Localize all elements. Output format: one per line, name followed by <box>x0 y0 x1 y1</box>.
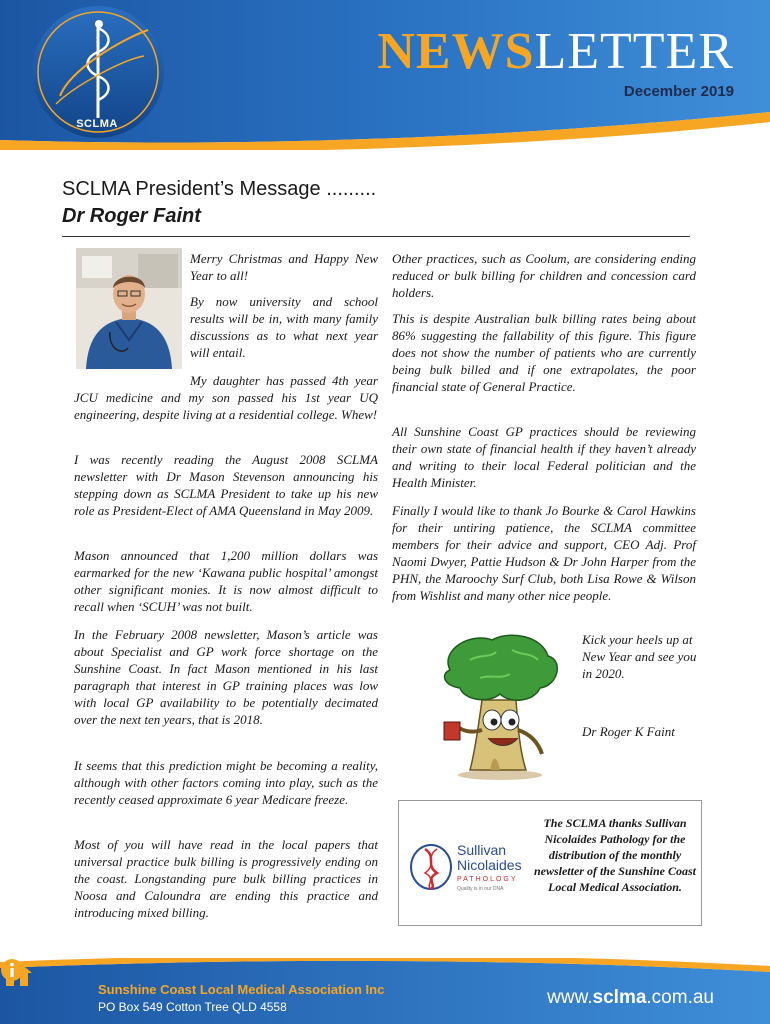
tree-cartoon-illustration <box>430 630 570 780</box>
sponsor-logo-tagline: Quality is in our DNA <box>457 886 504 892</box>
paragraph-greeting: Merry Christmas and Happy New Year to all! <box>190 251 378 283</box>
sponsor-thanks-text: The SCLMA thanks Sullivan Nicolaides Pathology for the distribution of the monthly newsletter of the Sunshine Coast Local Medical Association. <box>533 816 697 894</box>
paragraph-financial-health: All Sunshine Coast GP practices should be reviewing their own state of financial health if they haven’t already and writing to their local Federal politician and the Health Minister. <box>392 424 696 490</box>
newsletter-title <box>377 22 734 82</box>
sponsor-box <box>398 800 702 926</box>
sponsor-logo-name <box>457 843 522 873</box>
title-news: NEWS <box>377 23 535 80</box>
website-prefix: www. <box>547 987 593 1008</box>
footer-organization: Sunshine Coast Local Medical Association Inc <box>98 982 385 997</box>
paragraph-results: By now university and school results will be in, with many family discussions as to what next year will entail. <box>190 294 378 360</box>
sponsor-logo-line1: Sullivan <box>457 842 507 858</box>
title-letter: LETTER <box>534 23 734 80</box>
sponsor-logo-line2: Nicolaides <box>457 857 522 873</box>
paragraph-statistics: This is despite Australian bulk billing rates being about 86% suggesting the fallability of this figure. This figure does not show the number of patients who are currently being bulk billed and if one extrapolates, the poor financial state of General Practice. <box>392 311 696 394</box>
website-domain: sclma <box>592 987 647 1008</box>
paragraph-coolum: Other practices, such as Coolum, are considering ending reduced or bulk billing for children and concession card holders. <box>392 251 696 300</box>
paragraph-kick-heels: Kick your heels up at New Year and see you in 2020. <box>582 632 697 681</box>
article-heading: SCLMA President’s Message ......... <box>62 178 377 200</box>
heading-divider <box>62 236 690 237</box>
issue-date: December 2019 <box>623 83 734 100</box>
info-icon <box>0 958 24 982</box>
paragraph-workforce: In the February 2008 newsletter, Mason’s article was about Specialist and GP work force shortage on the Sunshine Coast. In fact Mason mentioned in his last paragraph that interest in GP training places was low with local GP availability to be potentially decimated over the next ten years, that is 2018. <box>74 627 378 727</box>
paragraph-bulk-billing: Most of you will have read in the local papers that universal practice bulk billing is progressively ending on the coast. Longstanding pure bulk billing practices in Noosa and Caloundra are ending this practice and introducing mixed billing. <box>74 837 378 920</box>
paragraph-kawana: Mason announced that 1,200 million dollars was earmarked for the new ‘Kawana public hospital’ amongst other significant monies. It is now almost difficult to recall when ‘SCUH’ was not built. <box>74 548 378 614</box>
paragraph-family: My daughter has passed 4th year JCU medicine and my son passed his 1st year UQ engineering, despite living at a residential college. Whew! <box>74 373 378 422</box>
website-suffix: .com.au <box>646 987 714 1008</box>
author-photo <box>76 248 182 369</box>
sponsor-logo-line3: PATHOLOGY <box>457 876 518 883</box>
signature-name: Dr Roger K Faint <box>582 724 675 739</box>
footer-address: PO Box 549 Cotton Tree QLD 4558 <box>98 1000 287 1014</box>
paragraph-thanks: Finally I would like to thank Jo Bourke & Carol Hawkins for their untiring patience, the SCLMA committee members for their advice and support, CEO Adj. Prof Naomi Dwyer, Pattie Hudson & Dr John Harper from the PHN, the Maroochy Surf Club, both Lisa Rowe & Wilson from Wishlist and many other nice people. <box>392 503 696 603</box>
paragraph-prediction: It seems that this prediction might be becoming a reality, although with other factors coming into play, such as the recently ceased approximate 6 year Medicare freeze. <box>74 758 378 807</box>
newsletter-header <box>0 0 770 150</box>
paragraph-2008-newsletter: I was recently reading the August 2008 SCLMA newsletter with Dr Mason Stevenson announcing his stepping down as SCLMA President to take up his new role as President-Elect of AMA Queensland in May 2009. <box>74 452 378 518</box>
newsletter-footer <box>0 958 770 1024</box>
footer-website[interactable] <box>547 987 714 1009</box>
article-author: Dr Roger Faint <box>62 205 201 227</box>
logo-text: SCLMA <box>76 118 118 130</box>
